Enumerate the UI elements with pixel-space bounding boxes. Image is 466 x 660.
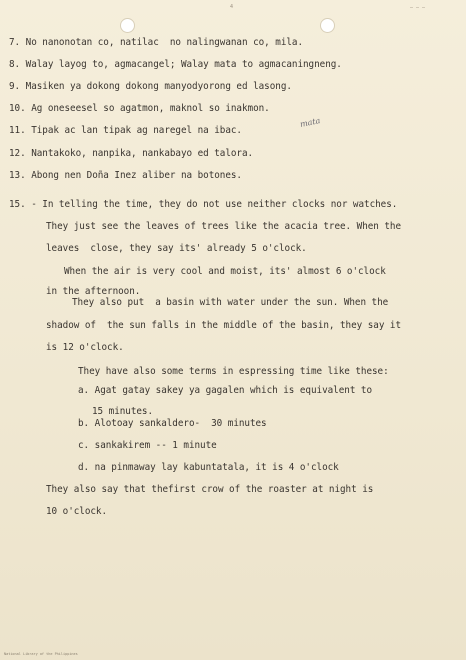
body-line: is 12 o'clock. [46,342,124,353]
list-item-a: a. Agat gatay sakey ya gagalen which is equivalent to [78,385,373,396]
corner-mark: — — — [410,5,426,11]
list-item-b: b. Alotoay sankaldero- 30 minutes [78,418,267,429]
text-line-11: 11. Tipak ac lan tipak ag naregel na ibac. [9,125,242,136]
body-line: They also put a basin with water under the sun. When the [72,297,389,308]
body-line: in the afternoon. [46,286,141,297]
body-line: shadow of the sun falls in the middle of the basin, they say it [46,320,402,331]
list-item-c: c. sankakirem -- 1 minute [78,440,217,451]
handwritten-note: mata [299,115,322,130]
text-line-10: 10. Ag oneseesel so agatmon, maknol so inakmon. [9,103,270,114]
text-line-8: 8. Walay layog to, agmacangel; Walay mata to agmacaningneng. [9,59,342,70]
text-line-9: 9. Masiken ya dokong dokong manyodyorong ed lasong. [9,81,292,92]
footer-text: National Library of the Philippines [4,652,78,656]
body-line: 10 o'clock. [46,506,108,517]
text-line-12: 12. Nantakoko, nanpika, nankabayo ed talora. [9,148,254,159]
text-line-7: 7. No nanonotan co, natilac no nalingwanan co, mila. [9,37,304,48]
list-item-a-cont: 15 minutes. [92,406,154,417]
list-item-d: d. na pinmaway lay kabuntatala, it is 4 o'clock [78,462,339,473]
punch-hole-right [320,18,335,33]
body-line: They also say that thefirst crow of the roaster at night is [46,484,374,495]
body-line: When the air is very cool and moist, its' almost 6 o'clock [64,266,386,277]
body-line: They have also some terms in espressing time like these: [78,366,389,377]
punch-hole-left [120,18,135,33]
page-number-mark: 4 [230,4,234,10]
body-line: They just see the leaves of trees like the acacia tree. When the [46,221,402,232]
text-line-13: 13. Abong nen Doña Inez aliber na botones. [9,170,242,181]
text-line-15: 15. - In telling the time, they do not use neither clocks nor watches. [9,199,398,210]
body-line: leaves close, they say its' already 5 o'clock. [46,243,307,254]
